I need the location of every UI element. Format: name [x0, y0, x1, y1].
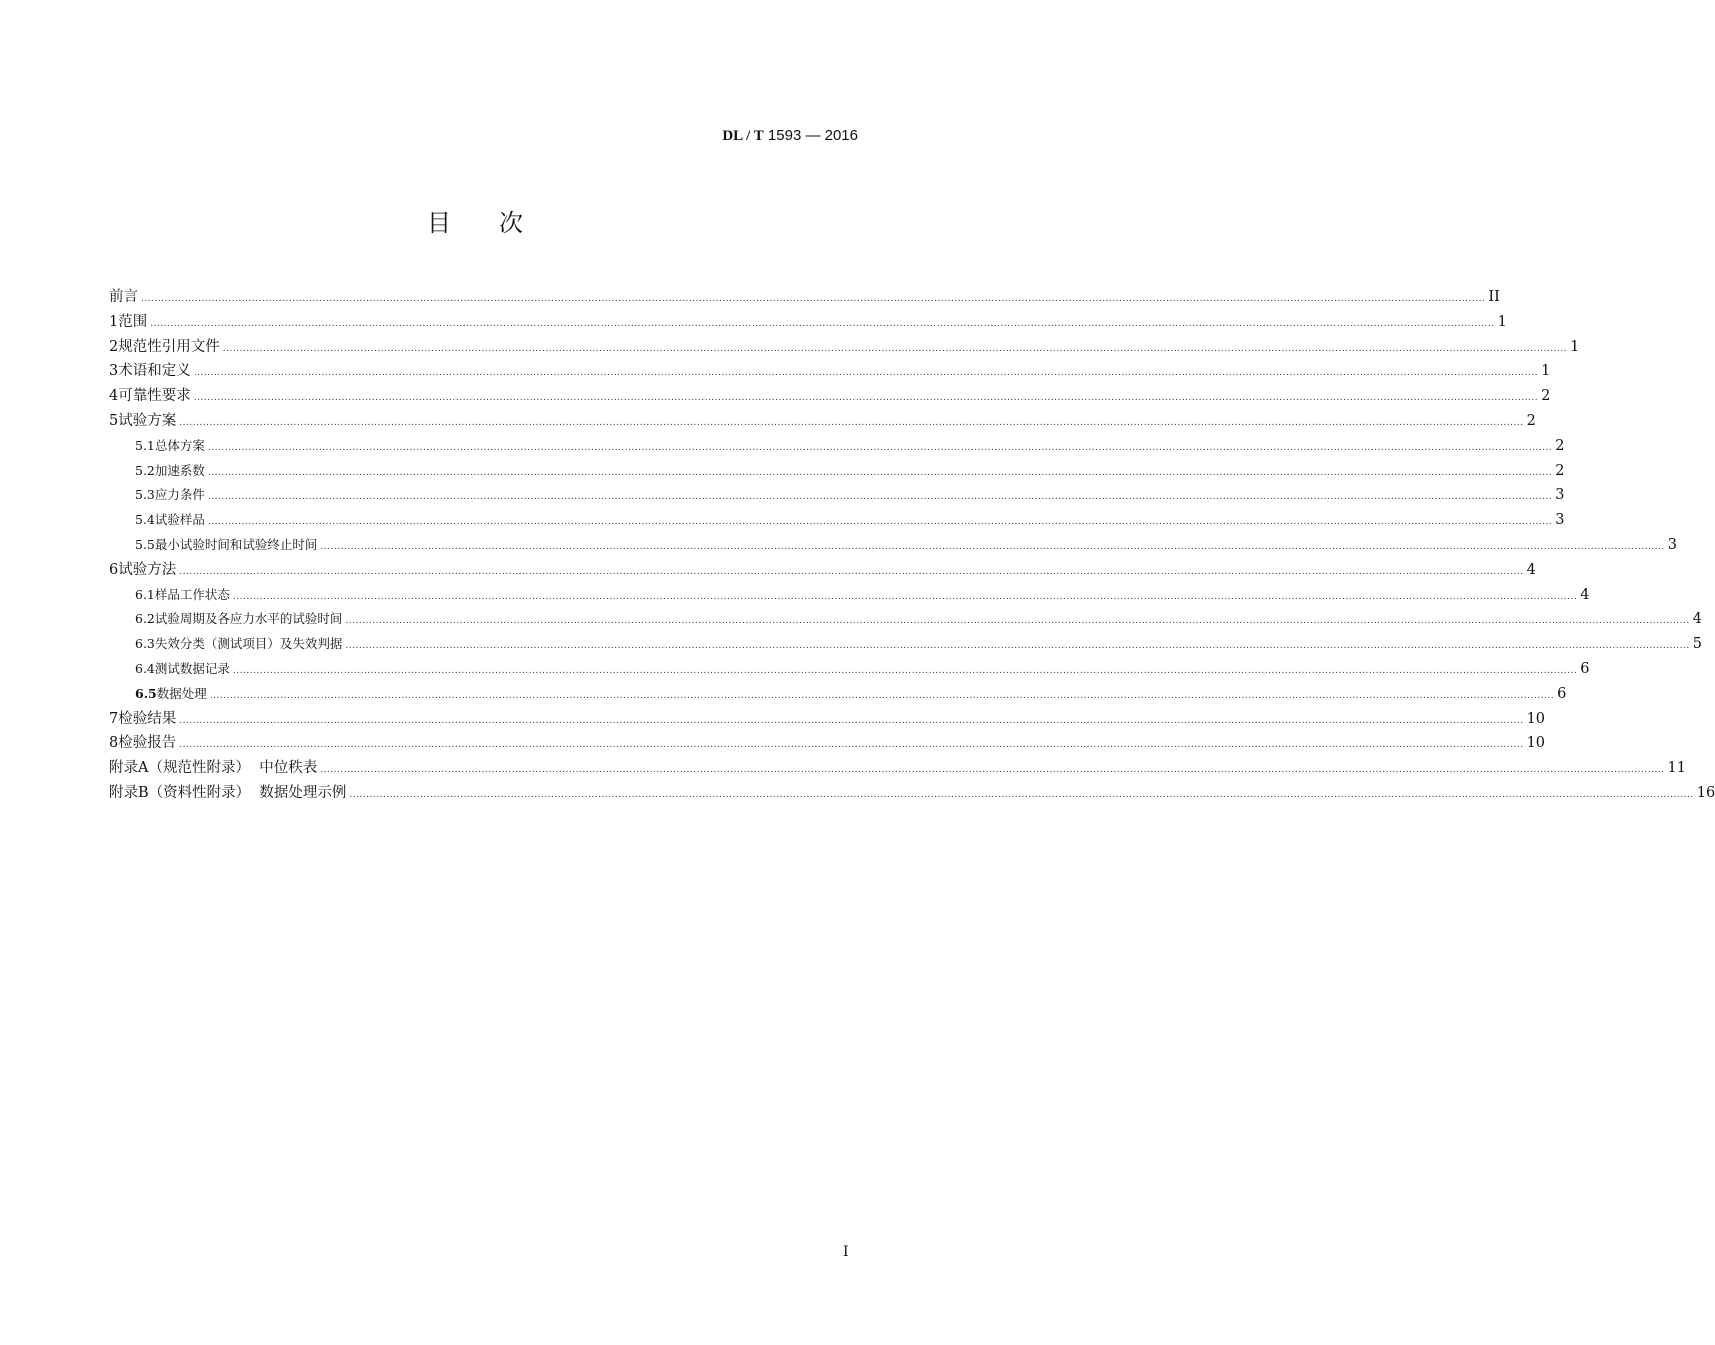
toc-entry[interactable] — [109, 682, 1567, 707]
toc-leader-dots: ................................................................................................................................................................................................................................................................................................................................................................................................................ — [207, 467, 1553, 478]
toc-leader-dots: ................................................................................................................................................................................................................................................................................................................................................................................................................ — [179, 566, 1524, 577]
toc-entry[interactable] — [109, 310, 1507, 335]
toc-leader-dots: ................................................................................................................................................................................................................................................................................................................................................................................................................ — [150, 318, 1495, 329]
toc-entry[interactable] — [109, 459, 1565, 484]
toc-entry[interactable] — [109, 409, 1536, 434]
toc-entry[interactable] — [109, 607, 1702, 632]
toc-entry-page: 10 — [1526, 710, 1546, 727]
toc-entry[interactable] — [109, 583, 1590, 608]
toc-leader-dots: ................................................................................................................................................................................................................................................................................................................................................................................................................ — [349, 789, 1694, 800]
toc-entry-label: 失效分类（测试项目）及失效判据 — [154, 636, 343, 652]
toc-entry-label: 测试数据记录 — [154, 660, 230, 676]
toc-entry-number: 2 — [109, 338, 119, 355]
toc-entry-number: 5.5 — [135, 536, 155, 552]
toc-entry-page: 1 — [1497, 313, 1507, 330]
toc-entry-page: 1 — [1570, 338, 1580, 355]
toc-entry[interactable] — [109, 359, 1551, 384]
standard-number: 1593 — 2016 — [767, 127, 858, 144]
toc-entry-label: 试验方案 — [118, 412, 177, 429]
toc-leader-dots: ................................................................................................................................................................................................................................................................................................................................................................................................................ — [141, 294, 1486, 304]
toc-entry-page: II — [1488, 289, 1500, 305]
toc-entry-label: 检验结果 — [118, 710, 177, 727]
toc-entry-page: 2 — [1555, 437, 1565, 454]
toc-entry-page: 6 — [1580, 660, 1590, 677]
toc-entry[interactable] — [109, 781, 1715, 806]
toc-entry-page: 3 — [1555, 512, 1565, 529]
toc-leader-dots: ................................................................................................................................................................................................................................................................................................................................................................................................................ — [345, 616, 1690, 627]
toc-leader-dots: ................................................................................................................................................................................................................................................................................................................................................................................................................ — [179, 417, 1524, 428]
toc-entry-number: 6.3 — [135, 636, 155, 652]
toc-entry-label: 加速系数 — [154, 462, 205, 478]
toc-entry-number: 5.2 — [135, 462, 155, 478]
toc-entry-page: 4 — [1526, 561, 1536, 578]
toc-leader-dots: ................................................................................................................................................................................................................................................................................................................................................................................................................ — [232, 591, 1578, 602]
toc-entry-page: 6 — [1557, 685, 1567, 702]
toc-leader-dots: ................................................................................................................................................................................................................................................................................................................................................................................................................ — [320, 765, 1665, 776]
toc-entry-label: 数据处理 — [156, 685, 207, 701]
toc-entry-page: 2 — [1526, 412, 1536, 429]
toc-entry-number: 1 — [109, 313, 119, 330]
toc-entry[interactable] — [109, 756, 1686, 781]
toc-entry-number: 5.3 — [135, 487, 155, 503]
toc-entry-label: 试验方法 — [118, 561, 177, 578]
toc-leader-dots: ................................................................................................................................................................................................................................................................................................................................................................................................................ — [179, 740, 1524, 751]
toc-entry-label: 前言 — [109, 289, 138, 305]
toc-entry[interactable] — [109, 632, 1702, 657]
toc-entry-number: 7 — [109, 710, 119, 727]
standard-code: DL / T — [722, 128, 764, 144]
toc-entry-label: 检验报告 — [118, 735, 177, 752]
toc-entry-number: 5 — [109, 412, 119, 429]
toc-entry-number: 6.5 — [135, 685, 157, 701]
toc-entry-page: 2 — [1541, 388, 1551, 405]
toc-leader-dots: ................................................................................................................................................................................................................................................................................................................................................................................................................ — [222, 343, 1568, 354]
toc-entry-number: 3 — [109, 363, 119, 380]
table-of-contents — [109, 285, 1715, 806]
toc-entry[interactable] — [109, 657, 1590, 682]
toc-entry-number: 6.1 — [135, 586, 155, 602]
toc-entry-number: 6.4 — [135, 660, 155, 676]
toc-entry-page: 3 — [1667, 536, 1677, 553]
toc-entry[interactable] — [109, 533, 1677, 558]
document-code — [722, 127, 858, 145]
page-title: 目次 — [427, 209, 571, 237]
toc-entry-label: 总体方案 — [154, 437, 205, 453]
toc-entry[interactable] — [109, 508, 1565, 533]
toc-entry-label: 附录A（规范性附录） 中位秩表 — [109, 760, 318, 777]
toc-entry-label: 试验样品 — [154, 512, 205, 528]
toc-entry-label: 附录B（资料性附录） 数据处理示例 — [109, 784, 347, 801]
toc-entry-page: 11 — [1667, 760, 1686, 777]
toc-leader-dots: ................................................................................................................................................................................................................................................................................................................................................................................................................ — [193, 368, 1539, 379]
toc-entry[interactable] — [109, 558, 1536, 583]
toc-entry-label: 范围 — [118, 313, 148, 330]
toc-entry-number: 5.1 — [135, 437, 155, 453]
toc-entry[interactable] — [109, 731, 1546, 756]
toc-entry-label: 最小试验时间和试验终止时间 — [154, 536, 318, 552]
toc-leader-dots: ................................................................................................................................................................................................................................................................................................................................................................................................................ — [179, 715, 1524, 726]
toc-entry-number: 6.2 — [135, 611, 155, 627]
toc-leader-dots: ................................................................................................................................................................................................................................................................................................................................................................................................................ — [193, 393, 1539, 404]
toc-entry-number: 8 — [109, 735, 119, 752]
toc-entry[interactable] — [109, 384, 1551, 409]
toc-entry-number: 6 — [109, 561, 119, 578]
toc-entry-page: 3 — [1555, 487, 1565, 504]
toc-leader-dots: ................................................................................................................................................................................................................................................................................................................................................................................................................ — [207, 492, 1553, 503]
toc-entry-page: 1 — [1541, 363, 1551, 380]
toc-entry-label: 规范性引用文件 — [118, 338, 220, 355]
toc-entry[interactable] — [109, 434, 1565, 459]
toc-entry-label: 样品工作状态 — [154, 586, 230, 602]
toc-entry[interactable] — [109, 335, 1580, 360]
toc-entry[interactable] — [109, 483, 1565, 508]
toc-entry-page: 5 — [1692, 636, 1702, 653]
toc-entry-number: 4 — [109, 388, 119, 405]
toc-entry-page: 4 — [1692, 611, 1702, 628]
toc-leader-dots: ................................................................................................................................................................................................................................................................................................................................................................................................................ — [207, 517, 1553, 528]
toc-leader-dots: ................................................................................................................................................................................................................................................................................................................................................................................................................ — [209, 690, 1555, 701]
toc-entry-page: 16 — [1696, 784, 1715, 801]
toc-leader-dots: ................................................................................................................................................................................................................................................................................................................................................................................................................ — [320, 541, 1665, 552]
toc-entry-label: 术语和定义 — [118, 363, 191, 380]
toc-entry-page: 10 — [1526, 735, 1546, 752]
toc-entry-number: 5.4 — [135, 512, 155, 528]
toc-leader-dots: ................................................................................................................................................................................................................................................................................................................................................................................................................ — [207, 442, 1553, 453]
toc-entry[interactable] — [109, 707, 1546, 732]
toc-entry-label: 应力条件 — [154, 487, 205, 503]
toc-entry-label: 试验周期及各应力水平的试验时间 — [154, 611, 343, 627]
toc-entry[interactable] — [109, 285, 1500, 310]
toc-entry-label: 可靠性要求 — [118, 388, 191, 405]
page-number: I — [843, 1244, 849, 1260]
toc-leader-dots: ................................................................................................................................................................................................................................................................................................................................................................................................................ — [345, 641, 1690, 652]
toc-entry-page: 2 — [1555, 462, 1565, 479]
toc-leader-dots: ................................................................................................................................................................................................................................................................................................................................................................................................................ — [232, 665, 1578, 676]
toc-entry-page: 4 — [1580, 586, 1590, 603]
